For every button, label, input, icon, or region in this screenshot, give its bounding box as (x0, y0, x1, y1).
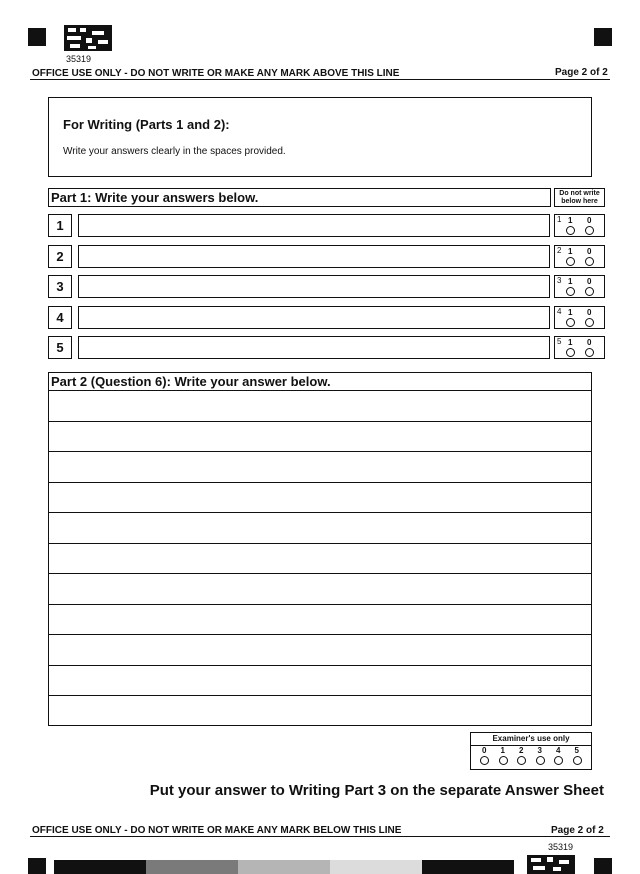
colour-bar-light-grey (330, 860, 422, 874)
mark-label-0: 0 (587, 308, 592, 317)
mark-circle-1[interactable] (566, 257, 575, 266)
mark-box-index: 3 (557, 276, 562, 285)
mark-circle-0[interactable] (585, 257, 594, 266)
mark-circle-1[interactable] (566, 348, 575, 357)
part2-answer-area[interactable] (48, 372, 592, 726)
top-rule (30, 79, 610, 80)
writing-line (48, 573, 592, 574)
examiner-divider (471, 745, 591, 746)
mark-label-1: 1 (568, 338, 573, 347)
colour-bar-mid-grey (238, 860, 330, 874)
part1-heading: Part 1: Write your answers below. (51, 190, 259, 205)
examiner-use-box (470, 732, 592, 770)
colour-bar-black (54, 860, 146, 874)
colour-bar-black-2 (422, 860, 514, 874)
intro-title: For Writing (Parts 1 and 2): (63, 117, 230, 132)
intro-panel (48, 97, 592, 177)
examiner-score-circle-2[interactable] (517, 756, 526, 765)
do-not-write-label: Do not write below here (559, 189, 600, 205)
office-use-notice-bottom: OFFICE USE ONLY - DO NOT WRITE OR MAKE ANY MARK BELOW THIS LINE (32, 825, 402, 836)
examiner-score-circle-3[interactable] (536, 756, 545, 765)
mark-box-4 (554, 306, 605, 329)
mark-label-1: 1 (568, 247, 573, 256)
writing-line (48, 695, 592, 696)
intro-instruction: Write your answers clearly in the spaces provided. (63, 146, 286, 157)
examiner-score-label-2: 2 (519, 746, 524, 755)
writing-line (48, 665, 592, 666)
examiner-score-circle-5[interactable] (573, 756, 582, 765)
mark-circle-0[interactable] (585, 287, 594, 296)
mark-circle-0[interactable] (585, 226, 594, 235)
answer-input-5[interactable] (78, 336, 550, 359)
page-label-top: Page 2 of 2 (555, 67, 608, 78)
mark-circle-0[interactable] (585, 318, 594, 327)
mark-box-index: 4 (557, 307, 562, 316)
mark-label-1: 1 (568, 216, 573, 225)
examiner-score-label-5: 5 (574, 746, 579, 755)
question-number-4: 4 (48, 306, 72, 329)
examiner-score-label-4: 4 (556, 746, 561, 755)
registration-mark-top-left (28, 28, 46, 46)
mark-box-index: 1 (557, 215, 562, 224)
mark-label-0: 0 (587, 216, 592, 225)
examiner-score-circle-0[interactable] (480, 756, 489, 765)
part1-heading-box (48, 188, 551, 207)
page-label-bottom: Page 2 of 2 (551, 825, 604, 836)
writing-line (48, 451, 592, 452)
examiner-score-label-3: 3 (537, 746, 542, 755)
barcode-bottom (527, 855, 575, 874)
writing-line (48, 421, 592, 422)
question-number-3: 3 (48, 275, 72, 298)
writing-line (48, 634, 592, 635)
part2-heading: Part 2 (Question 6): Write your answer below. (51, 374, 331, 389)
mark-box-5 (554, 336, 605, 359)
mark-box-index: 2 (557, 246, 562, 255)
writing-line (48, 390, 592, 391)
mark-box-index: 5 (557, 337, 562, 346)
mark-circle-0[interactable] (585, 348, 594, 357)
do-not-write-label-box (554, 188, 605, 207)
mark-label-0: 0 (587, 338, 592, 347)
mark-circle-1[interactable] (566, 287, 575, 296)
bottom-rule (30, 836, 610, 837)
mark-label-1: 1 (568, 308, 573, 317)
examiner-score-label-1: 1 (500, 746, 505, 755)
colour-bar-dark-grey (146, 860, 238, 874)
part3-notice: Put your answer to Writing Part 3 on the separate Answer Sheet (149, 782, 604, 799)
mark-box-2 (554, 245, 605, 268)
candidate-code-top: 35319 (66, 54, 92, 64)
mark-circle-1[interactable] (566, 318, 575, 327)
question-number-5: 5 (48, 336, 72, 359)
mark-circle-1[interactable] (566, 226, 575, 235)
office-use-notice-top: OFFICE USE ONLY - DO NOT WRITE OR MAKE ANY MARK ABOVE THIS LINE (32, 68, 400, 79)
answer-input-3[interactable] (78, 275, 550, 298)
writing-line (48, 604, 592, 605)
answer-input-4[interactable] (78, 306, 550, 329)
mark-label-0: 0 (587, 247, 592, 256)
question-number-1: 1 (48, 214, 72, 237)
examiner-score-circle-1[interactable] (499, 756, 508, 765)
answer-input-2[interactable] (78, 245, 550, 268)
writing-line (48, 543, 592, 544)
examiner-score-circle-4[interactable] (554, 756, 563, 765)
mark-label-1: 1 (568, 277, 573, 286)
answer-input-1[interactable] (78, 214, 550, 237)
mark-box-3 (554, 275, 605, 298)
candidate-code-bottom: 35319 (548, 842, 574, 852)
registration-mark-bottom-right (594, 858, 612, 874)
writing-line (48, 482, 592, 483)
question-number-2: 2 (48, 245, 72, 268)
registration-mark-top-right (594, 28, 612, 46)
mark-box-1 (554, 214, 605, 237)
writing-line (48, 512, 592, 513)
examiner-use-title: Examiner's use only (492, 734, 570, 743)
registration-mark-bottom-left (28, 858, 46, 874)
mark-label-0: 0 (587, 277, 592, 286)
examiner-score-label-0: 0 (482, 746, 487, 755)
barcode-top (64, 25, 112, 51)
